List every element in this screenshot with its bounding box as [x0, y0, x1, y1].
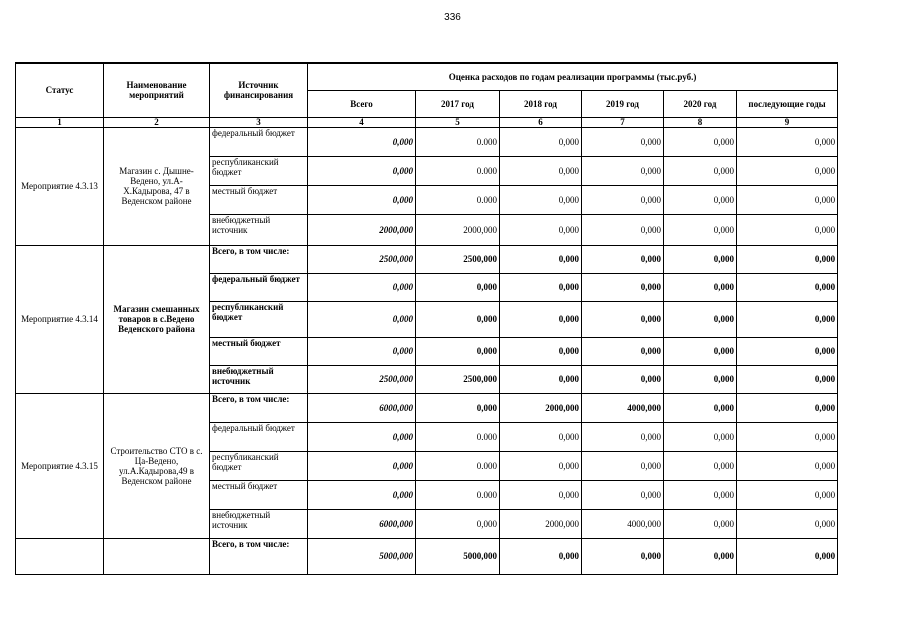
value-total: 2000,000 — [308, 214, 416, 245]
value-cell: 0,000 — [737, 156, 838, 185]
value-cell: 0,000 — [500, 214, 582, 245]
value-cell: 0,000 — [500, 480, 582, 509]
header-col-2019: 2019 год — [582, 90, 664, 117]
table-row — [16, 245, 838, 273]
header-source: Источник финансирования — [210, 63, 308, 117]
funding-source: федеральный бюджет — [210, 127, 308, 156]
value-cell: 0,000 — [582, 451, 664, 480]
funding-source: Всего, в том числе: — [210, 245, 308, 273]
value-cell: 0,000 — [500, 273, 582, 301]
value-cell: 0.000 — [416, 422, 500, 451]
value-cell: 0,000 — [416, 337, 500, 365]
value-total: 5000,000 — [308, 538, 416, 574]
value-total: 0,000 — [308, 451, 416, 480]
value-cell: 0,000 — [416, 509, 500, 538]
value-cell: 0,000 — [737, 214, 838, 245]
value-cell: 0,000 — [664, 127, 737, 156]
value-total: 0,000 — [308, 156, 416, 185]
header-col-2018: 2018 год — [500, 90, 582, 117]
col-index: 9 — [737, 117, 838, 127]
header-col-2017: 2017 год — [416, 90, 500, 117]
value-cell: 0,000 — [664, 337, 737, 365]
header-estimate: Оценка расходов по годам реализации программы (тыс.руб.) — [308, 63, 838, 90]
value-cell: 0,000 — [737, 538, 838, 574]
value-cell: 0,000 — [500, 451, 582, 480]
value-cell: 0,000 — [582, 214, 664, 245]
value-cell: 0,000 — [582, 156, 664, 185]
col-index: 3 — [210, 117, 308, 127]
value-cell: 5000,000 — [416, 538, 500, 574]
funding-source: местный бюджет — [210, 185, 308, 214]
col-index: 5 — [416, 117, 500, 127]
value-cell: 0,000 — [737, 365, 838, 393]
value-cell: 0,000 — [582, 273, 664, 301]
value-total: 2500,000 — [308, 245, 416, 273]
value-cell: 0,000 — [664, 185, 737, 214]
funding-source: местный бюджет — [210, 337, 308, 365]
header-status: Статус — [16, 63, 104, 117]
value-cell: 0,000 — [737, 337, 838, 365]
funding-source: республиканский бюджет — [210, 156, 308, 185]
col-index: 7 — [582, 117, 664, 127]
event-name: Магазин смешанных товаров в с.Ведено Веденского района — [104, 245, 210, 393]
value-cell: 0,000 — [582, 480, 664, 509]
budget-table — [15, 62, 838, 575]
value-total: 0,000 — [308, 301, 416, 337]
col-index: 1 — [16, 117, 104, 127]
value-cell: 0,000 — [500, 337, 582, 365]
event-status: Мероприятие 4.3.14 — [16, 245, 104, 393]
value-cell: 0,000 — [737, 185, 838, 214]
value-total: 0,000 — [308, 480, 416, 509]
funding-source: федеральный бюджет — [210, 422, 308, 451]
value-cell: 0,000 — [664, 422, 737, 451]
value-cell: 0.000 — [416, 451, 500, 480]
value-cell: 0,000 — [664, 365, 737, 393]
value-cell: 2500,000 — [416, 245, 500, 273]
funding-source: республиканский бюджет — [210, 301, 308, 337]
value-cell: 0,000 — [500, 422, 582, 451]
col-index: 4 — [308, 117, 416, 127]
value-cell: 0,000 — [582, 245, 664, 273]
value-cell: 0,000 — [664, 451, 737, 480]
value-cell: 0,000 — [500, 301, 582, 337]
value-cell: 0,000 — [737, 127, 838, 156]
funding-source: внебюджетный источник — [210, 365, 308, 393]
value-cell: 2500,000 — [416, 365, 500, 393]
value-cell: 0,000 — [416, 273, 500, 301]
value-cell: 0,000 — [737, 273, 838, 301]
col-index: 6 — [500, 117, 582, 127]
value-cell: 0,000 — [582, 185, 664, 214]
event-name: Магазин с. Дышне-Ведено, ул.А-Х.Кадырова, 47 в Веденском районе — [104, 127, 210, 245]
value-cell: 0,000 — [664, 273, 737, 301]
column-index-row — [16, 117, 838, 127]
value-cell: 0,000 — [500, 365, 582, 393]
value-cell: 0,000 — [664, 393, 737, 422]
value-cell: 0,000 — [582, 127, 664, 156]
value-total: 0,000 — [308, 422, 416, 451]
value-cell: 0,000 — [664, 156, 737, 185]
value-cell: 0,000 — [737, 480, 838, 509]
value-cell: 0,000 — [737, 393, 838, 422]
event-status: Мероприятие 4.3.13 — [16, 127, 104, 245]
header-name: Наименование мероприятий — [104, 63, 210, 117]
funding-source: федеральный бюджет — [210, 273, 308, 301]
value-cell: 0,000 — [582, 337, 664, 365]
value-cell: 0,000 — [582, 301, 664, 337]
value-total: 2500,000 — [308, 365, 416, 393]
value-cell: 0,000 — [664, 538, 737, 574]
value-cell: 0,000 — [582, 422, 664, 451]
header-col-later: последующие годы — [737, 90, 838, 117]
value-total: 6000,000 — [308, 393, 416, 422]
value-total: 6000,000 — [308, 509, 416, 538]
value-cell: 0,000 — [664, 245, 737, 273]
value-cell: 0,000 — [416, 301, 500, 337]
value-cell: 0.000 — [416, 156, 500, 185]
value-cell: 2000,000 — [416, 214, 500, 245]
value-cell: 0,000 — [582, 538, 664, 574]
value-cell: 0,000 — [416, 393, 500, 422]
value-cell: 0,000 — [737, 451, 838, 480]
value-cell: 0,000 — [737, 301, 838, 337]
value-total: 0,000 — [308, 185, 416, 214]
value-cell: 0,000 — [664, 214, 737, 245]
value-cell: 0,000 — [737, 422, 838, 451]
header-col-2020: 2020 год — [664, 90, 737, 117]
value-cell: 0,000 — [500, 185, 582, 214]
value-total: 0,000 — [308, 127, 416, 156]
funding-source: Всего, в том числе: — [210, 538, 308, 574]
value-cell: 0,000 — [582, 365, 664, 393]
value-cell: 0.000 — [416, 185, 500, 214]
page-number: 336 — [444, 12, 461, 23]
value-cell: 0,000 — [500, 127, 582, 156]
col-index: 8 — [664, 117, 737, 127]
funding-source: Всего, в том числе: — [210, 393, 308, 422]
header-col-total: Всего — [308, 90, 416, 117]
table-row — [16, 127, 838, 156]
value-total: 0,000 — [308, 273, 416, 301]
value-cell: 2000,000 — [500, 393, 582, 422]
value-cell: 0,000 — [500, 538, 582, 574]
funding-source: республиканский бюджет — [210, 451, 308, 480]
funding-source: местный бюджет — [210, 480, 308, 509]
table-row — [16, 538, 838, 574]
value-cell: 2000,000 — [500, 509, 582, 538]
value-cell: 4000,000 — [582, 393, 664, 422]
value-cell: 0,000 — [664, 301, 737, 337]
table-row — [16, 393, 838, 422]
value-cell: 0,000 — [664, 509, 737, 538]
event-status: Мероприятие 4.3.15 — [16, 393, 104, 538]
event-name — [104, 538, 210, 574]
value-cell: 0,000 — [737, 509, 838, 538]
col-index: 2 — [104, 117, 210, 127]
value-cell: 0,000 — [500, 245, 582, 273]
value-cell: 0,000 — [737, 245, 838, 273]
value-cell: 0.000 — [416, 480, 500, 509]
funding-source: внебюджетный источник — [210, 214, 308, 245]
value-cell: 4000,000 — [582, 509, 664, 538]
funding-source: внебюджетный источник — [210, 509, 308, 538]
value-cell: 0,000 — [500, 156, 582, 185]
value-cell: 0,000 — [664, 480, 737, 509]
value-total: 0,000 — [308, 337, 416, 365]
value-cell: 0.000 — [416, 127, 500, 156]
event-status — [16, 538, 104, 574]
event-name: Строительство СТО в с. Ца-Ведено, ул.А.Кадырова,49 в Веденском районе — [104, 393, 210, 538]
